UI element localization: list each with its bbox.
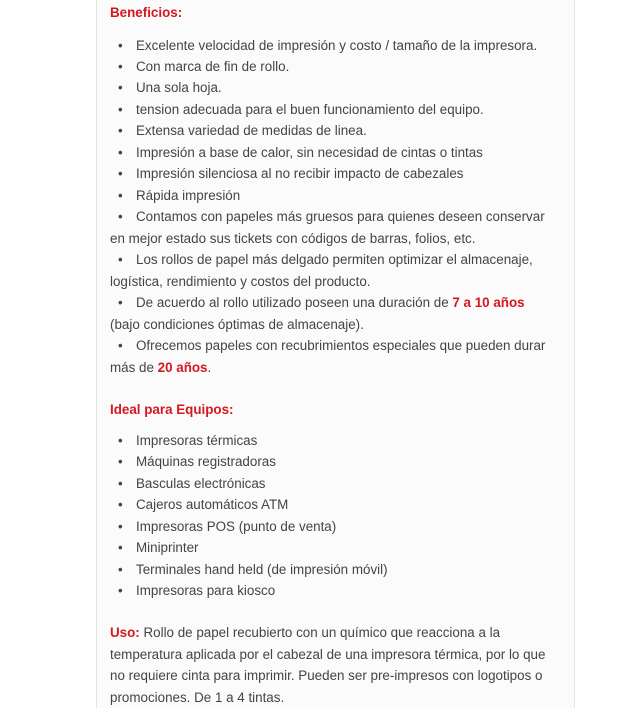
list-item: • Rápida impresión (118, 185, 560, 207)
list-item: • Basculas electrónicas (118, 473, 560, 495)
list-item: • Con marca de fin de rollo. (118, 56, 560, 78)
bullet-icon: • (118, 476, 123, 491)
list-item: • Contamos con papeles más gruesos para quienes deseen conservar en mejor estado sus tickets con códigos de barras, folios, etc. (110, 206, 558, 249)
list-item: • Una sola hoja. (118, 77, 560, 99)
list-item: • Excelente velocidad de impresión y costo / tamaño de la impresora. (118, 35, 560, 57)
bullet-icon: • (118, 209, 123, 224)
recubrimientos-highlight: 20 años (157, 359, 208, 375)
bullet-icon: • (118, 145, 123, 160)
list-item: • Impresión silenciosa al no recibir impacto de cabezales (118, 163, 560, 185)
list-item: • Los rollos de papel más delgado permiten optimizar el almacenaje, logística, rendimiento y costos del producto. (110, 249, 558, 292)
list-item: • Terminales hand held (de impresión móvil) (118, 559, 560, 581)
list-item: • Impresión a base de calor, sin necesidad de cintas o tintas (118, 142, 560, 164)
list-item: • Impresoras POS (punto de venta) (118, 516, 560, 538)
bullet-icon: • (118, 188, 123, 203)
bullet-icon: • (118, 454, 123, 469)
bullet-icon: • (118, 252, 123, 267)
uso-label: Uso: (110, 625, 140, 640)
bullet-icon: • (118, 540, 123, 555)
bullet-icon: • (118, 433, 123, 448)
list-item: • Extensa variedad de medidas de linea. (118, 120, 560, 142)
uso-paragraph: Uso: Rollo de papel recubierto con un químico que reacciona a la temperatura aplicada por el cabezal de una impresora térmica, por lo que no requiere cinta para imprimir. Pueden ser pre-impresos con logotipos o promociones. De 1 a 4 tintas. (110, 625, 546, 705)
list-item: • Cajeros automáticos ATM (118, 494, 560, 516)
list-item-recubrimientos: • Ofrecemos papeles con recubrimientos especiales que pueden durar más de 20 años. (110, 335, 558, 378)
bullet-icon: • (118, 583, 123, 598)
bullet-icon: • (118, 338, 123, 353)
bullet-icon: • (118, 562, 123, 577)
duracion-highlight: 7 a 10 años (452, 295, 525, 310)
bullet-icon: • (118, 59, 123, 74)
list-item: • tension adecuada para el buen funcionamiento del equipo. (118, 99, 560, 121)
bullet-icon: • (118, 497, 123, 512)
bullet-icon: • (118, 166, 123, 181)
list-item: • Impresoras para kiosco (118, 580, 560, 602)
bullet-icon: • (118, 102, 123, 117)
beneficios-heading: Beneficios: (110, 5, 183, 20)
bullet-icon: • (118, 123, 123, 138)
list-item: • Impresoras térmicas (118, 430, 560, 452)
bullet-icon: • (118, 80, 123, 95)
bullet-icon: • (118, 295, 123, 310)
list-item: • Miniprinter (118, 537, 560, 559)
bullet-icon: • (118, 519, 123, 534)
bullet-icon: • (118, 38, 123, 53)
list-item: • Máquinas registradoras (118, 451, 560, 473)
equipos-heading: Ideal para Equipos: (110, 402, 234, 417)
list-item-duracion: • De acuerdo al rollo utilizado poseen una duración de 7 a 10 años (bajo condiciones óptimas de almacenaje). (110, 292, 558, 335)
